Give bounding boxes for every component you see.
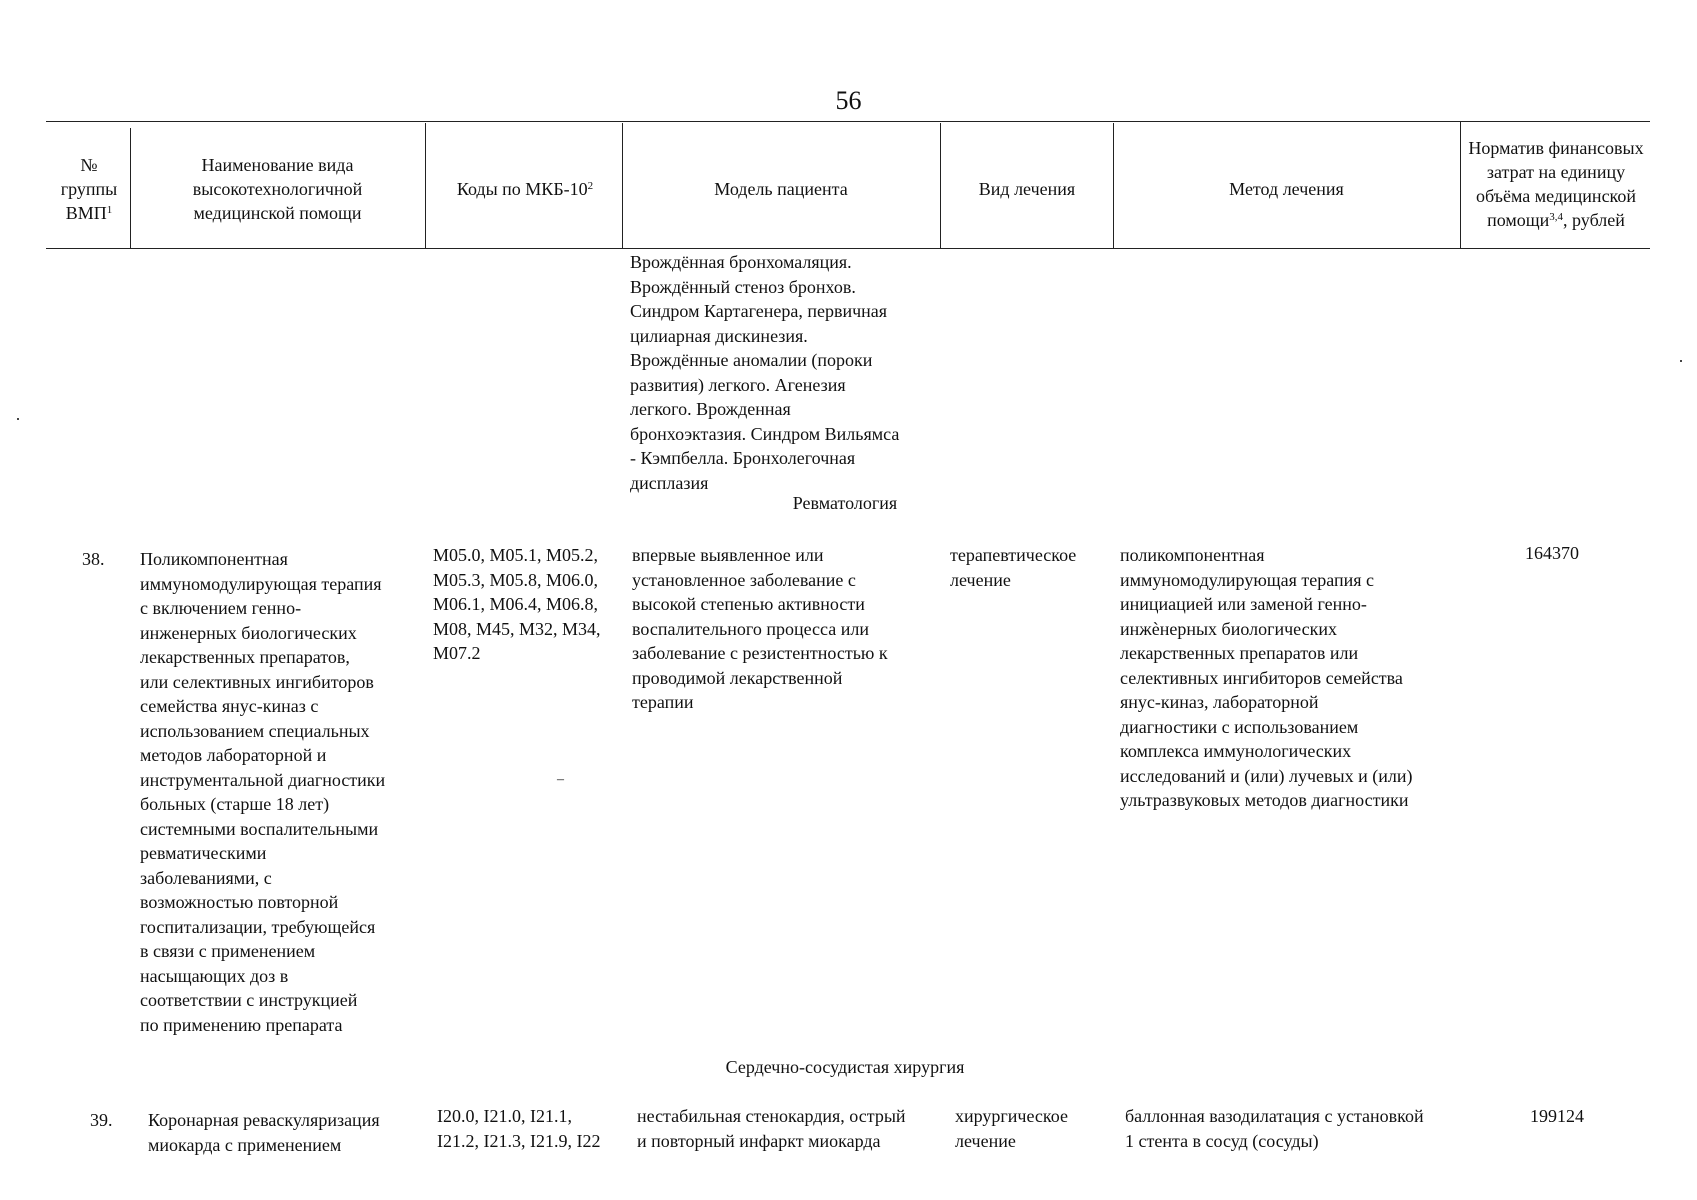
row-38-method: поликомпонентная иммуномодулирующая терапия с инициацией или заменой генно- инжѐнерных биологических лекарственных препаратов или селективных ингибиторов семейства янус-киназ, лабораторной диагностики с использованием комплекса иммунологических исследований и (или) лучевых и (или) ультразвуковых методов диагностики: [1120, 545, 1413, 810]
header-cost-sup: 3,4: [1549, 211, 1564, 223]
header-divider: [940, 123, 941, 248]
header-divider: [425, 123, 426, 248]
header-divider: [622, 123, 623, 248]
row-38-treatment-type: терапевтическое лечение: [950, 545, 1077, 590]
continuation-patient-model: Врождённая бронхомаляция. Врождённый стеноз бронхов. Синдром Картагенера, первичная цилиарная дискинезия. Врождённые аномалии (пороки развития) легкого. Агенезия легкого. Врожденная бронхоэктазия. Синдром Вильямса - Кэмпбелла. Бронхолегочная дисплазия: [630, 252, 900, 493]
row-39-method: баллонная вазодилатация с установкой 1 стента в сосуд (сосуды): [1125, 1106, 1424, 1151]
header-patient-model: [625, 150, 937, 228]
page-number: 56: [835, 86, 862, 115]
header-icd-codes: [430, 150, 620, 228]
row-38-cost: 164370: [1525, 543, 1579, 563]
row-38-number: 38.: [82, 549, 105, 569]
header-treatment-type-text: Вид лечения: [978, 179, 1076, 199]
header-care-type: [170, 150, 385, 228]
row-38-codes: M05.0, M05.1, M05.2, M05.3, M05.8, M06.0, M06.1, M06.4, M06.8, M08, M45, M32, M34, M07.2: [433, 545, 601, 663]
row-39-patient-model: нестабильная стенокардия, острый и повторный инфаркт миокарда: [637, 1106, 906, 1151]
row-39-name: Коронарная реваскуляризация миокарда с применением: [148, 1110, 380, 1155]
header-treatment-type: [942, 150, 1112, 228]
header-divider: [1113, 123, 1114, 248]
header-group-number-sup: 1: [106, 204, 113, 216]
header-bottom-border: [46, 248, 1650, 249]
header-cost-text: Норматив финансовых затрат на единицу объёма медицинской помощи: [1468, 138, 1644, 230]
header-divider: [130, 128, 131, 248]
row-39-number: 39.: [90, 1110, 113, 1130]
section-title-rheumatology: Ревматология: [792, 493, 898, 513]
header-icd-codes-sup: 2: [587, 180, 594, 192]
header-top-border: [46, 121, 1650, 122]
header-cost: [1462, 122, 1650, 246]
section-title-cardio: Сердечно-сосудистая хирургия: [725, 1057, 965, 1077]
scan-speck: [17, 418, 19, 420]
row-39-treatment-type: хирургическое лечение: [955, 1106, 1068, 1151]
header-patient-model-text: Модель пациента: [714, 179, 848, 199]
row-38-name: Поликомпонентная иммуномодулирующая терапия с включением генно- инженерных биологических лекарственных препаратов, или селективных ингибиторов семейства янус-киназ с использованием специальных методов лабораторной и инструментальной диагностики больных (старше 18 лет) системными воспалительными ревматическими заболеваниями, с возможностью повторной госпитализации, требующейся в связи с применением насыщающих доз в соответствии с инструкцией по применению препарата: [140, 549, 386, 1035]
row-38-dash: –: [557, 772, 564, 787]
scan-speck: [1680, 360, 1682, 362]
header-divider: [1460, 121, 1461, 248]
header-method: [1115, 150, 1458, 228]
row-38-patient-model: впервые выявленное или установленное заболевание с высокой степенью активности воспалительного процесса или заболевание с резистентностью к проводимой лекарственной терапии: [632, 545, 888, 712]
row-39-codes: I20.0, I21.0, I21.1, I21.2, I21.3, I21.9, I22: [437, 1106, 601, 1151]
header-group-number: [50, 150, 128, 228]
header-group-number-text: № группы ВМП: [60, 155, 118, 223]
row-39-cost: 199124: [1530, 1106, 1584, 1126]
header-care-type-text: Наименование вида высокотехнологичной медицинской помощи: [192, 155, 363, 223]
header-method-text: Метод лечения: [1229, 179, 1344, 199]
header-cost-tail: , рублей: [1563, 210, 1625, 230]
header-icd-codes-text: Коды по МКБ-10: [456, 179, 588, 199]
